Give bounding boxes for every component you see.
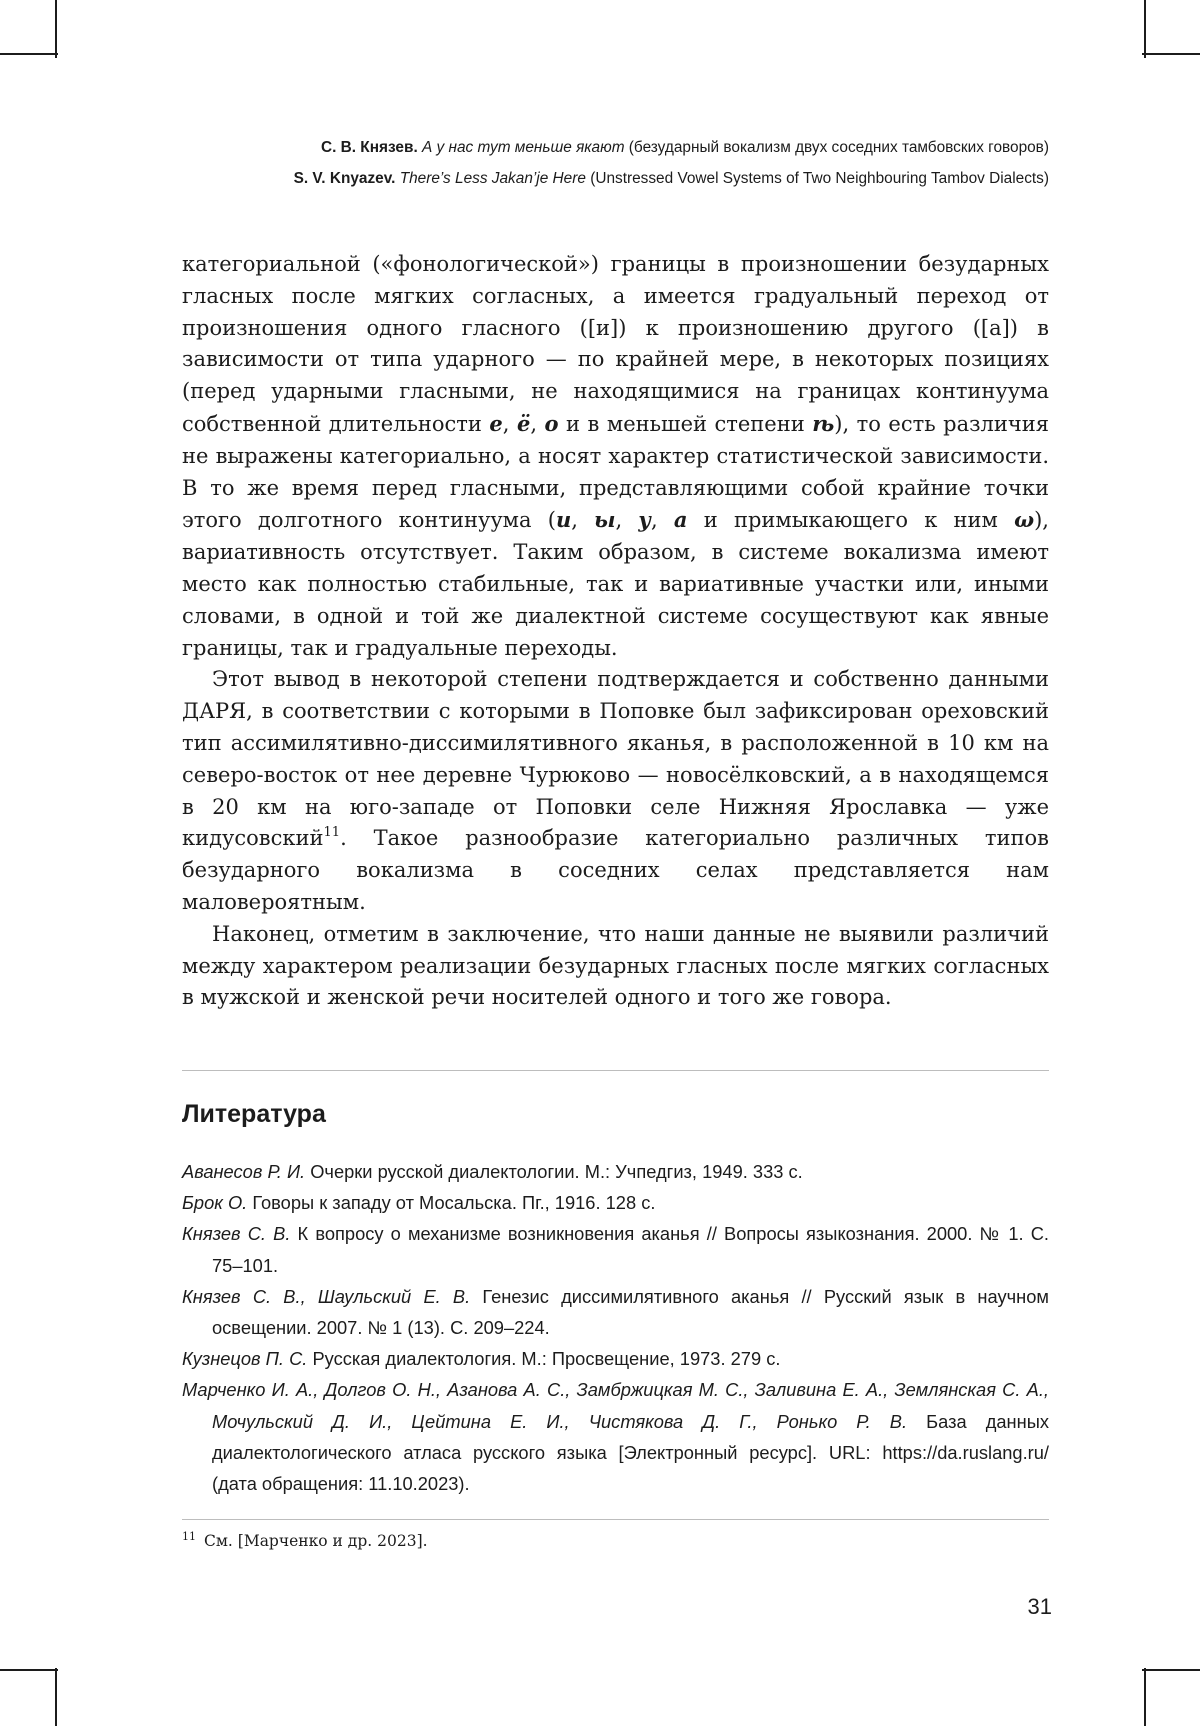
page-number: 31 [1027,1594,1052,1619]
p1-text-a: категориальной («фонологической») границы в произношении безударных гласных после мягких согласных, а имеется градуальный переход от произношения одного гласного ([и]) к произношению другого ([а]) в зависимости от типа ударного — по крайней мере, в некоторых позициях (перед ударными гласными, не находящимися на границах континуума собственной длительности [182,252,1049,436]
reference-item [182,1156,1049,1187]
vowel-y: ы [594,507,616,533]
vowel-a: а [673,507,688,533]
reference-text: Генезис диссимилятивного аканья // Русский язык в научном освещении. 2007. № 1 (13). С. 209–224. [212,1285,1049,1339]
crop-mark-top-right-h [1142,53,1200,55]
p2-text-b: . Такое разнообразие категориально различных типов безударного вокализма в соседних селах представляется нам маловероятным. [182,826,1049,914]
footnote-number: 11 [182,1530,196,1543]
reference-item [182,1343,1049,1374]
body-text [182,249,1049,1014]
p1-text-c: ), то есть различия не выражены категориально, а носят характер статистической зависимости. В то же время перед гласными, представляющими собой крайние точки этого долготного континуума ( [182,411,1050,533]
crop-mark-top-left-h [0,53,58,55]
vowel-yat: ѣ [812,410,835,436]
crop-mark-bottom-right-h [1142,1669,1200,1671]
references-list [182,1156,1049,1499]
body-paragraph-2 [182,664,1049,918]
crop-mark-bottom-right-v [1144,1668,1146,1726]
p1-text-d: и примыкающего к ним [687,508,1015,533]
running-head-en-title: There’s Less Jakan’je Here [399,170,586,187]
reference-text: База данных диалектологического атласа русского языка [Электронный ресурс]. URL: https://da.ruslang.ru/ (дата обращения: 11.10.2023). [212,1410,1049,1495]
reference-author: Кузнецов П. С. [182,1348,308,1370]
section-divider [182,1070,1049,1071]
crop-mark-top-right-v [1144,0,1146,58]
crop-mark-top-left-v [55,0,57,58]
crop-mark-bottom-left-v [55,1668,57,1726]
running-head-en-subtitle: (Unstressed Vowel Systems of Two Neighbouring Tambov Dialects) [590,170,1049,187]
separator: , [502,411,517,436]
p1-text-b: и в меньшей степени [558,411,813,436]
reference-item [182,1218,1049,1280]
reference-item [182,1187,1049,1218]
reference-author: Князев С. В. [182,1223,291,1245]
vowel-yo: ё [516,410,531,436]
reference-text: Очерки русской диалектологии. М.: Учпедгиз, 1949. 333 с. [305,1161,803,1182]
running-head-en-author: S. V. Knyazev. [293,170,396,187]
vowel-u: у [638,507,651,533]
reference-author: Князев С. В., Шаульский Е. В. [182,1285,471,1307]
footnote-ref[interactable]: 11 [323,825,341,841]
reference-author: Марченко И. А., Долгов О. Н., Азанова А. С., Замбржицкая М. С., Заливина Е. А., Землянская С. А., Мочульский Д. И., Цейтина Е. И., Чистякова Д. Г., Ронько Р. В. [182,1379,1049,1432]
separator: , [571,508,595,533]
references-heading: Литература [182,1100,326,1128]
reference-item [182,1281,1049,1343]
footnote [182,1530,1049,1550]
p1-text-e: ), вариативность отсутствует. Таким образом, в системе вокализма имеют место как полностью стабильные, так и вариативные участки или, иными словами, в одной и той же диалектной системе сосуществуют как явные границы, так и градуальные переходы. [182,508,1049,660]
crop-mark-bottom-left-h [0,1669,58,1671]
footnote-divider [182,1519,1049,1520]
reference-author: Аванесов Р. И. [182,1161,306,1182]
reference-text: К вопросу о механизме возникновения аканья // Вопросы языкознания. 2000. № 1. С. 75–101. [212,1223,1049,1276]
running-head-ru-subtitle: (безударный вокализм двух соседних тамбовских говоров) [628,139,1049,156]
p2-text-a: Этот вывод в некоторой степени подтверждается и собственно данными ДАРЯ, в соответствии с которыми в Поповке был зафиксирован ореховский тип ассимилятивно-диссимилятивного яканья, в расположенной в 10 км на северо-восток от нее деревне Чурюково — новосёлковский, а в находящемся в 20 км на юго-западе от Поповки селе Нижняя Ярославка — уже кидусовский [182,667,1049,851]
vowel-omega: ω [1014,507,1035,533]
reference-text: Говоры к западу от Мосальска. Пг., 1916. 128 с. [247,1192,656,1214]
separator: , [650,508,674,533]
running-head-ru [182,139,1049,157]
running-head-en [182,170,1049,188]
running-head-ru-author: С. В. Князев. [320,139,418,156]
vowel-o: о [544,410,559,436]
reference-author: Брок О. [182,1192,248,1214]
separator: , [615,508,639,533]
footnote-text: См. [Марченко и др. 2023]. [204,1532,428,1550]
running-head-ru-title: А у нас тут меньше якают [422,139,625,156]
body-paragraph-3: Наконец, отметим в заключение, что наши данные не выявили различий между характером реализации безударных гласных после мягких согласных в мужской и женской речи носителей одного и того же говора. [182,921,1049,1010]
vowel-i: и [555,507,572,533]
separator: , [530,411,545,436]
body-paragraph-1 [182,249,1049,664]
vowel-e: е [489,410,503,436]
reference-text: Русская диалектология. М.: Просвещение, 1973. 279 с. [307,1348,781,1370]
reference-item [182,1374,1049,1499]
